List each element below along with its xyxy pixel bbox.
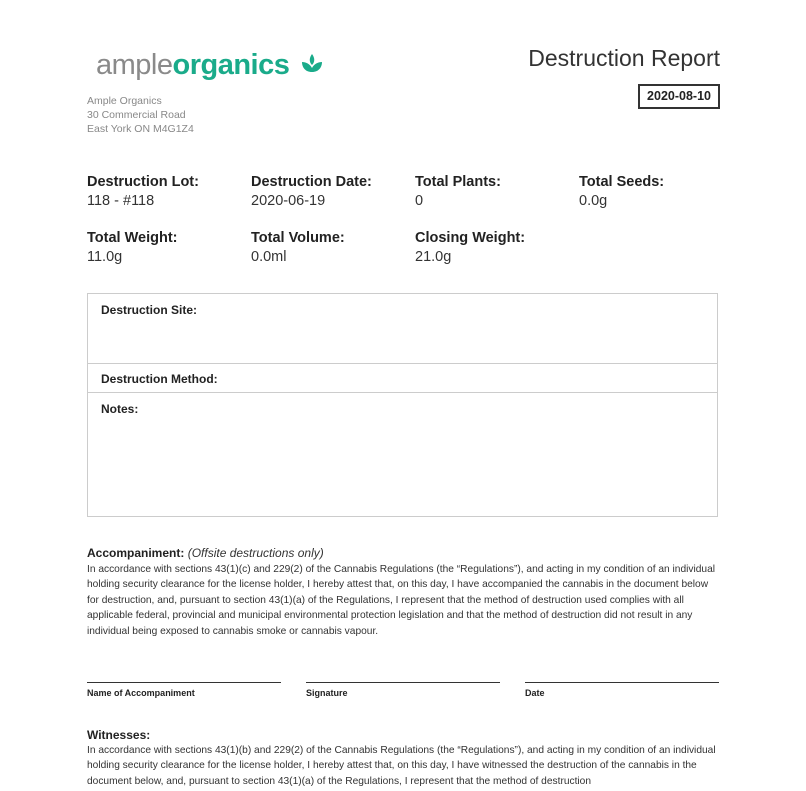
destruction-site-row	[88, 294, 717, 364]
destruction-method-label: Destruction Method:	[101, 372, 218, 386]
stat-destruction-lot	[87, 174, 199, 209]
leaf-icon	[301, 53, 323, 73]
report-title: Destruction Report	[528, 45, 720, 71]
stat-closing-weight	[415, 230, 525, 265]
stat-label: Total Seeds:	[579, 174, 665, 190]
address-line-2: 30 Commercial Road	[87, 109, 186, 121]
accompaniment-text: In accordance with sections 43(1)(c) and 229(2) of the Cannabis Regulations (the “Regulations”), and acting in my condition of an individual holding security clearance for the license holder, I hereby attest that, on this day, I have accompanied the cannabis in the document below for destruction, and, pursuant to section 43(1)(a) of the Regulations, I represent that the method of destruction used complies with all applicable federal, provincial and municipal environmental protection legislation and that the method of destruction did not result in any individual being exposed to cannabis smoke or cannabis vapour.	[87, 564, 716, 637]
destruction-method-row	[88, 363, 717, 393]
accompaniment-note: (Offsite destructions only)	[187, 546, 324, 560]
stat-value: 2020-06-19	[251, 193, 326, 209]
signature-line	[306, 682, 500, 698]
stat-destruction-date	[251, 174, 372, 209]
date-line	[525, 682, 719, 698]
stat-label: Total Weight:	[87, 230, 178, 246]
stat-value: 11.0g	[87, 249, 123, 265]
stat-label: Closing Weight:	[415, 230, 526, 246]
report-date: 2020-08-10	[638, 84, 720, 109]
name-of-accompaniment-line	[87, 682, 281, 698]
stat-total-plants	[415, 174, 501, 209]
logo-text-ample: ample	[96, 49, 173, 81]
witnesses-heading: Witnesses:	[87, 728, 151, 742]
stat-label: Total Plants:	[415, 174, 501, 190]
stat-value: 0.0ml	[251, 249, 287, 265]
company-logo	[96, 46, 323, 84]
stat-value: 0	[415, 193, 424, 209]
stat-value: 118 - #118	[87, 193, 155, 209]
stat-total-weight	[87, 230, 177, 265]
date-label: Date	[525, 688, 545, 698]
stat-value: 0.0g	[579, 193, 608, 209]
signature-label: Signature	[306, 688, 348, 698]
stat-value: 21.0g	[415, 249, 452, 265]
stat-total-volume	[251, 230, 345, 265]
address-line-3: East York ON M4G1Z4	[87, 123, 194, 135]
accompaniment-heading: Accompaniment: (Offsite destructions only)	[87, 546, 324, 560]
stat-total-seeds	[579, 174, 664, 209]
destruction-details-box	[87, 293, 718, 517]
stat-label: Destruction Lot:	[87, 174, 199, 190]
company-address	[87, 94, 194, 136]
destruction-site-label: Destruction Site:	[101, 303, 198, 317]
logo-text-organics: organics	[172, 49, 290, 81]
witnesses-text: In accordance with sections 43(1)(b) and 229(2) of the Cannabis Regulations (the “Regulations”), and acting in my condition of an individual holding security clearance for the license holder, I hereby attest that, on this day, I have witnessed the destruction of the cannabis in the document below, and, pursuant to section 43(1)(a) of the Regulations, I represent that the method of destruction	[87, 745, 716, 787]
name-of-accompaniment-label: Name of Accompaniment	[87, 688, 195, 698]
address-line-1: Ample Organics	[87, 95, 162, 107]
notes-row	[88, 392, 717, 516]
stat-label: Destruction Date:	[251, 174, 372, 190]
notes-label: Notes:	[101, 402, 139, 416]
stat-label: Total Volume:	[251, 230, 345, 246]
